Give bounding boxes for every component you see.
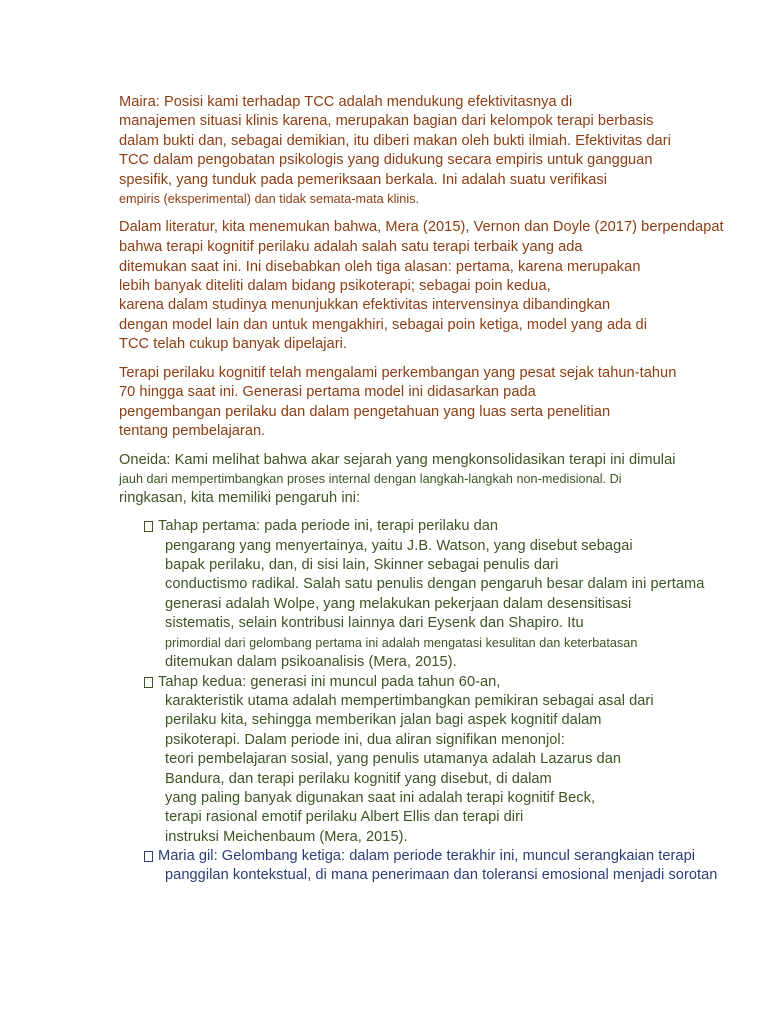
text-line: bapak perilaku, dan, di sisi lain, Skinner sebagai penulis dari	[165, 557, 559, 573]
text-line: bahwa terapi kognitif perilaku adalah salah satu terapi terbaik yang ada	[119, 239, 583, 255]
text-line: pengarang yang menyertainya, yaitu J.B. Watson, yang disebut sebagai	[165, 538, 633, 554]
text-line: Terapi perilaku kognitif telah mengalami perkembangan yang pesat sejak tahun-tahun	[119, 365, 677, 381]
bullet-box-icon	[144, 851, 153, 862]
text-line: Bandura, dan terapi perilaku kognitif yang disebut, di dalam	[165, 771, 552, 787]
text-line: instruksi Meichenbaum (Mera, 2015).	[165, 829, 408, 845]
bullet-box-icon	[144, 677, 153, 688]
text-line: yang paling banyak digunakan saat ini adalah terapi kognitif Beck,	[165, 790, 596, 806]
text-line: primordial dari gelombang pertama ini adalah mengatasi kesulitan dan keterbatasan	[165, 636, 638, 650]
text-line: karena dalam studinya menunjukkan efektivitas intervensinya dibandingkan	[119, 297, 611, 313]
text-line: 70 hingga saat ini. Generasi pertama model ini didasarkan pada	[119, 384, 536, 400]
text-line: TCC telah cukup banyak dipelajari.	[119, 336, 348, 352]
text-line: sistematis, selain kontribusi lainnya dari Eysenk dan Shapiro. Itu	[165, 615, 584, 631]
text-line: spesifik, yang tunduk pada pemeriksaan berkala. Ini adalah suatu verifikasi	[119, 172, 608, 188]
text-line: conductismo radikal. Salah satu penulis dengan pengaruh besar dalam ini pertama	[165, 576, 705, 592]
text-line: TCC dalam pengobatan psikologis yang didukung secara empiris untuk gangguan	[119, 152, 653, 168]
bullet-box-icon	[144, 521, 153, 532]
text-line: karakteristik utama adalah mempertimbangkan pemikiran sebagai asal dari	[165, 693, 654, 709]
text-line: Tahap kedua: generasi ini muncul pada tahun 60-an,	[158, 674, 501, 690]
text-line: teori pembelajaran sosial, yang penulis utamanya adalah Lazarus dan	[165, 751, 622, 767]
text-line: perilaku kita, sehingga memberikan jalan bagi aspek kognitif dalam	[165, 712, 602, 728]
text-line: psikoterapi. Dalam periode ini, dua aliran signifikan menonjol:	[165, 732, 565, 748]
text-line: tentang pembelajaran.	[119, 423, 266, 439]
text-line: generasi adalah Wolpe, yang melakukan pekerjaan dalam desensitisasi	[165, 596, 632, 612]
text-line: ringkasan, kita memiliki pengaruh ini:	[119, 490, 361, 506]
text-line: dalam bukti dan, sebagai demikian, itu diberi makan oleh bukti ilmiah. Efektivitas dari	[119, 133, 671, 149]
text-line: pengembangan perilaku dan dalam pengetahuan yang luas serta penelitian	[119, 404, 611, 420]
text-line: ditemukan saat ini. Ini disebabkan oleh tiga alasan: pertama, karena merupakan	[119, 259, 641, 275]
text-line: panggilan kontekstual, di mana penerimaan dan toleransi emosional menjadi sorotan	[165, 867, 718, 883]
text-line: terapi rasional emotif perilaku Albert Ellis dan terapi diri	[165, 809, 524, 825]
text-line: dengan model lain dan untuk mengakhiri, sebagai poin ketiga, model yang ada di	[119, 317, 648, 333]
text-line: Dalam literatur, kita menemukan bahwa, Mera (2015), Vernon dan Doyle (2017) berpendapat	[119, 219, 724, 235]
text-line: ditemukan dalam psikoanalisis (Mera, 2015).	[165, 654, 457, 670]
text-line: empiris (eksperimental) dan tidak semata-mata klinis.	[119, 192, 420, 206]
text-line: Oneida: Kami melihat bahwa akar sejarah yang mengkonsolidasikan terapi ini dimulai	[119, 452, 676, 468]
text-line: Maria gil: Gelombang ketiga: dalam periode terakhir ini, muncul serangkaian terapi	[158, 848, 696, 864]
text-line: Maira: Posisi kami terhadap TCC adalah mendukung efektivitasnya di	[119, 94, 573, 110]
text-line: jauh dari mempertimbangkan proses internal dengan langkah-langkah non-medisional. Di	[119, 472, 622, 486]
text-line: Tahap pertama: pada periode ini, terapi perilaku dan	[158, 518, 499, 534]
text-line: lebih banyak diteliti dalam bidang psikoterapi; sebagai poin kedua,	[119, 278, 551, 294]
text-line: manajemen situasi klinis karena, merupakan bagian dari kelompok terapi berbasis	[119, 113, 654, 129]
